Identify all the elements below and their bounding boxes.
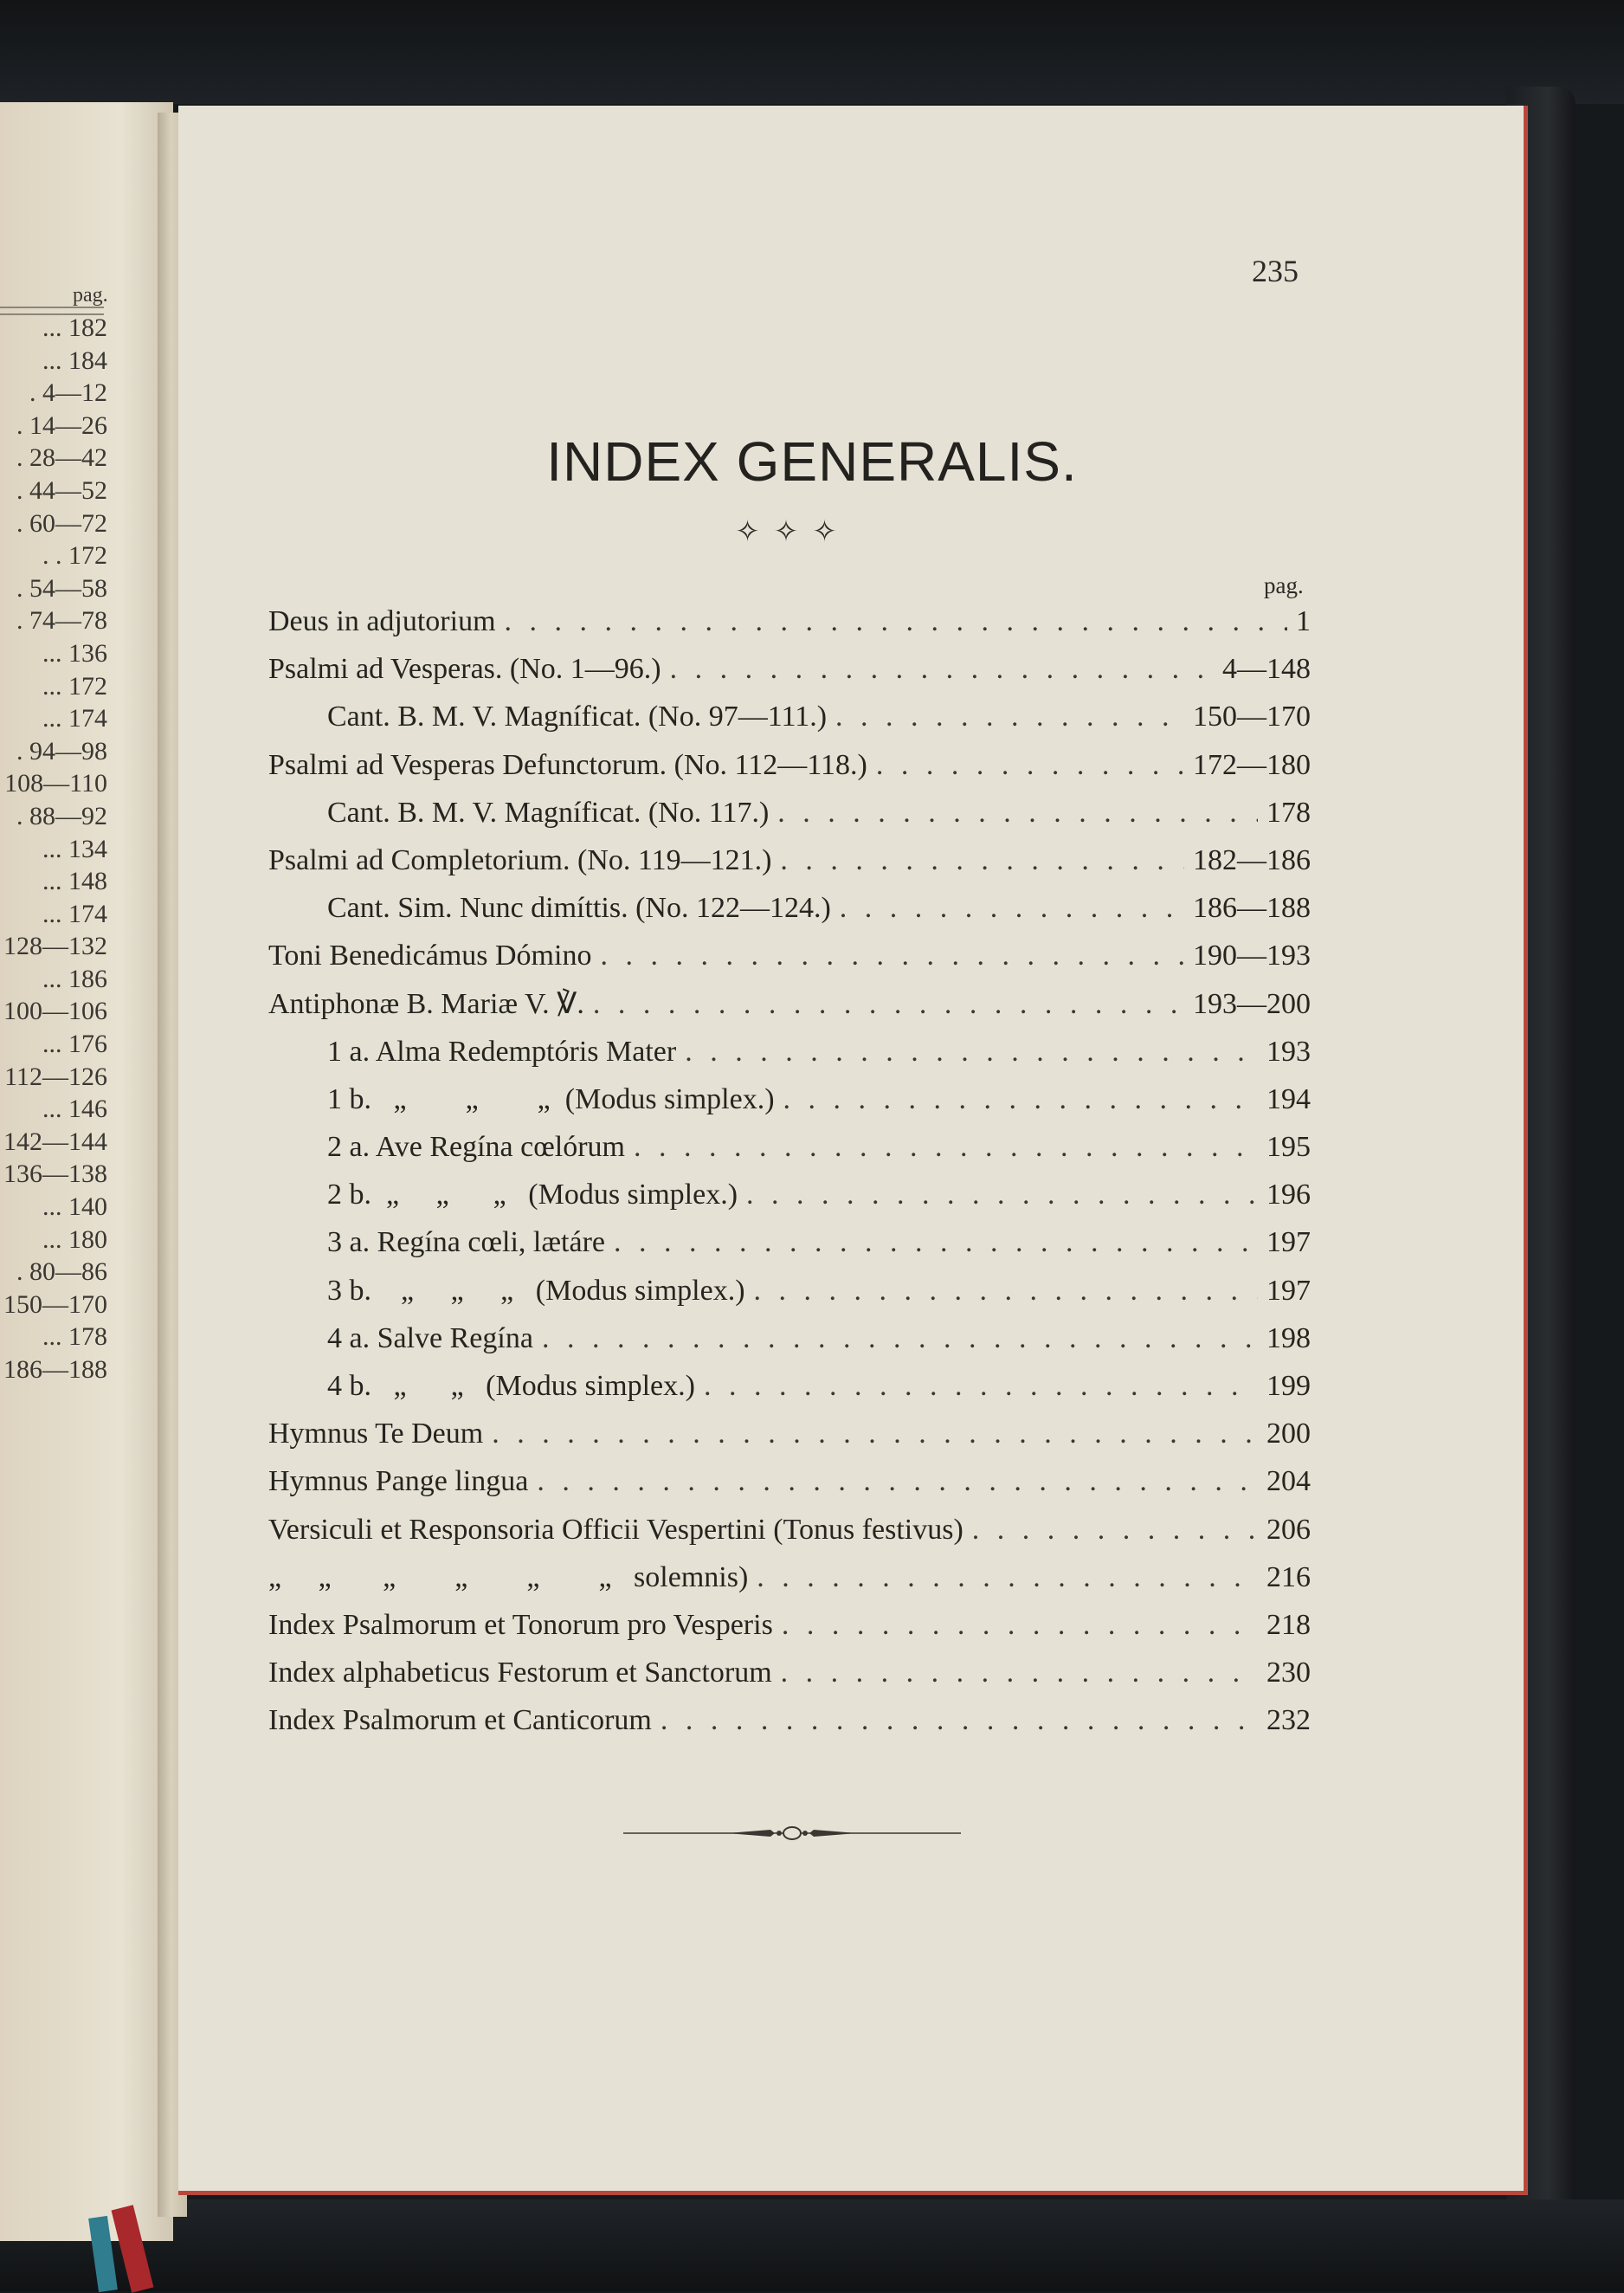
index-entry-label: „ „ „ „ „ „ solemnis) [268,1560,749,1593]
index-entry-page: 4—148 [1222,653,1311,686]
index-entry-label: Psalmi ad Vesperas Defunctorum. (No. 112—118.) [268,748,867,781]
dot-leader [634,1123,1258,1171]
index-entry [268,836,1311,884]
left-page-number: 108—110 [4,769,107,798]
index-entry-label: 3 a. Regína cœli, lætáre [327,1226,606,1259]
index-entry-label: 2 b. „ „ „ (Modus simplex.) [327,1179,738,1211]
dot-leader [505,597,1287,645]
left-page-number: . 14—26 [16,410,107,440]
index-entry-label: Index alphabeticus Festorum et Sanctorum [268,1657,772,1689]
left-page-number: ... 178 [42,1322,107,1352]
index-entry-page: 172—180 [1193,748,1311,781]
index-entry-label: Psalmi ad Vesperas. (No. 1—96.) [268,653,661,686]
index-entry-page: 194 [1266,1082,1311,1115]
dot-leader [661,1696,1258,1744]
index-entry-page: 232 [1266,1704,1311,1737]
index-entry [268,597,1311,645]
left-page-number: . 4—12 [29,378,107,408]
dot-leader [782,1601,1258,1649]
dot-leader [757,1553,1258,1601]
index-entry [268,1362,1311,1410]
index-entry [268,693,1311,740]
index-entry [268,645,1311,693]
left-page-number: ... 148 [42,867,107,896]
index-entry-label: Antiphonæ B. Mariæ V. ℣. [268,987,584,1020]
left-page-number: . 80—86 [16,1257,107,1287]
index-entry-label: Psalmi ad Completorium. (No. 119—121.) [268,843,772,876]
index-entry [268,1075,1311,1123]
left-page-number: ... 186 [42,964,107,993]
dot-leader [542,1314,1258,1362]
dot-leader [783,1075,1258,1123]
index-entry-page: 1 [1296,605,1311,637]
index-entry [268,741,1311,789]
index-entry-label: Versiculi et Responsoria Officii Vespertini (Tonus festivus) [268,1513,963,1546]
index-entry [268,1457,1311,1505]
left-page-number: ... 180 [42,1224,107,1254]
left-page-number: . 88—92 [16,801,107,830]
left-page-number: . 94—98 [16,736,107,765]
index-entry-page: 206 [1266,1513,1311,1546]
index-entry-label: Cant. B. M. V. Magníficat. (No. 97—111.) [327,701,828,733]
index-entry-label: Toni Benedicámus Dómino [268,940,592,972]
dot-leader [780,836,1184,884]
left-page-number: . 74—78 [16,606,107,636]
index-entry-page: 199 [1266,1370,1311,1402]
index-entry-label: Deus in adjutorium [268,605,496,637]
index-entry-page: 193—200 [1193,987,1311,1020]
index-entry-page: 198 [1266,1321,1311,1354]
index-entry-label: Index Psalmorum et Canticorum [268,1704,652,1737]
tailpiece-ornament-icon [623,1820,961,1846]
index-entry [268,1410,1311,1457]
index-entry-label: Cant. B. M. V. Magníficat. (No. 117.) [327,796,770,829]
left-page-number: 136—138 [3,1159,107,1189]
index-entry-label: 3 b. „ „ „ (Modus simplex.) [327,1274,745,1307]
index-entry-page: 195 [1266,1131,1311,1164]
left-page-number: . 60—72 [16,508,107,538]
left-page-number: . 28—42 [16,443,107,473]
index-entry-page: 186—188 [1193,892,1311,925]
index-entry [268,1028,1311,1075]
dot-leader [972,1506,1258,1553]
left-page-number: 100—106 [3,997,107,1026]
index-entry-label: 1 b. „ „ „ (Modus simplex.) [327,1082,775,1115]
dot-leader [746,1171,1258,1218]
left-page-number: ... 146 [42,1095,107,1124]
book-cover-top [0,0,1624,104]
dot-leader [777,789,1258,836]
index-entry-page: 218 [1266,1608,1311,1641]
index-entry-label: Index Psalmorum et Tonorum pro Vesperis [268,1608,773,1641]
index-entry-label: 2 a. Ave Regína cœlórum [327,1131,626,1164]
left-page-number: 142—144 [3,1127,107,1156]
index-entry-label: Hymnus Te Deum [268,1418,484,1450]
index-entry [268,884,1311,932]
left-page-number: ... 140 [42,1192,107,1222]
index-entry-page: 200 [1266,1418,1311,1450]
book-cover-bottom [0,2199,1624,2291]
index-entry [268,1171,1311,1218]
left-page-number: ... 136 [42,638,107,668]
index-entry-page: 190—193 [1193,940,1311,972]
left-page-number: ... 182 [42,313,107,342]
index-entry [268,1601,1311,1649]
left-page-number: . 44—52 [16,475,107,505]
index-entry [268,1314,1311,1362]
index-entry [268,1123,1311,1171]
pag-column-header: pag. [1264,572,1304,598]
left-page-number: . 54—58 [16,573,107,603]
index-entry-page: 182—186 [1193,843,1311,876]
dot-leader [492,1410,1258,1457]
index-entry [268,1218,1311,1266]
dot-leader [704,1362,1258,1410]
index-entry-page: 196 [1266,1179,1311,1211]
index-entry-label: 4 a. Salve Regína [327,1321,533,1354]
index-entry-page: 193 [1266,1035,1311,1068]
dot-leader [600,932,1184,979]
page-number: 235 [1252,254,1299,288]
index-entry [268,980,1311,1028]
dot-leader [754,1267,1258,1314]
index-entry-page: 150—170 [1193,701,1311,733]
index-entry-page: 216 [1266,1560,1311,1593]
index-entry [268,1553,1311,1601]
left-page-number: ... 174 [42,899,107,928]
left-page-number: ... 176 [42,1030,107,1059]
index-entry-page: 197 [1266,1274,1311,1307]
title-ornament: ✧✧✧ [735,516,851,548]
index-entry-label: 4 b. „ „ (Modus simplex.) [327,1370,695,1402]
dot-leader [781,1649,1258,1696]
left-page-number: . . 172 [42,541,107,571]
index-entry [268,1506,1311,1553]
page-title: INDEX GENERALIS. [546,430,1078,493]
index-entry-page: 230 [1266,1657,1311,1689]
index-entry-page: 178 [1266,796,1311,829]
index-entry-page: 197 [1266,1226,1311,1259]
index-entry [268,1696,1311,1744]
left-page-number: ... 184 [42,346,107,375]
index-entry-label: Hymnus Pange lingua [268,1465,529,1498]
index-entry [268,932,1311,979]
left-page-pag-header: pag. [73,284,108,307]
dot-leader [670,645,1214,693]
left-page-number: ... 172 [42,671,107,701]
index-entry [268,1267,1311,1314]
dot-leader [840,884,1184,932]
index-entry-label: 1 a. Alma Redemptóris Mater [327,1035,677,1068]
index-list [268,597,1311,1745]
dot-leader [876,741,1184,789]
index-entry [268,1649,1311,1696]
dot-leader [614,1218,1258,1266]
index-entry-page: 204 [1266,1465,1311,1498]
dot-leader [537,1457,1258,1505]
left-page-number: ... 174 [42,704,107,733]
dot-leader [593,980,1184,1028]
left-page-number: ... 134 [42,834,107,863]
left-page-number: 112—126 [4,1062,107,1091]
dot-leader [685,1028,1258,1075]
index-entry-label: Cant. Sim. Nunc dimíttis. (No. 122—124.) [327,892,831,925]
dot-leader [835,693,1184,740]
left-page-number: 128—132 [3,932,107,961]
index-entry [268,789,1311,836]
left-page-number: 150—170 [3,1289,107,1319]
left-page-number: 186—188 [3,1355,107,1384]
